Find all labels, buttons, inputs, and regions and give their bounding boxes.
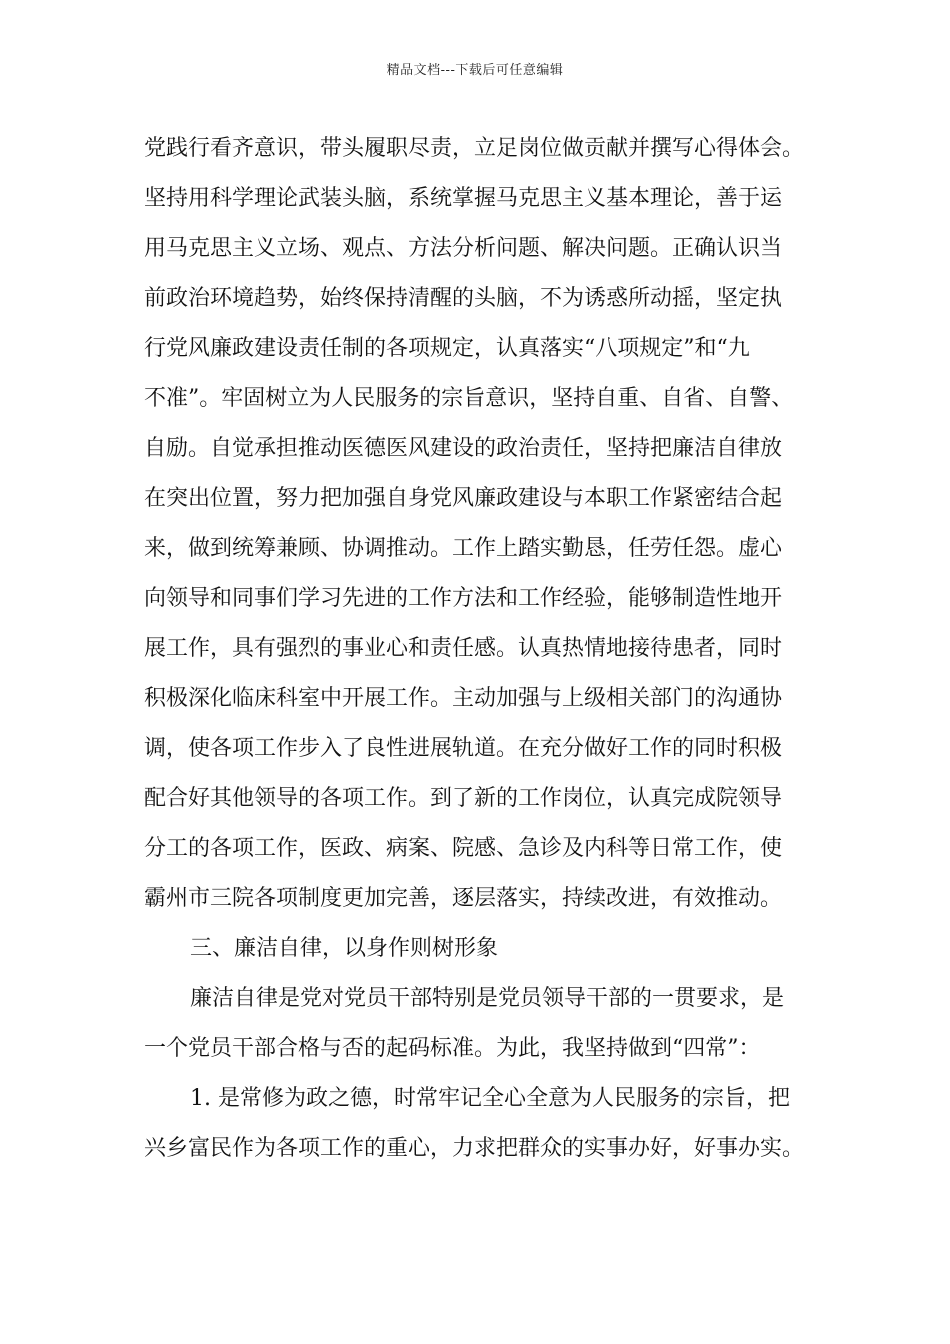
page-header: 精品文档---下载后可任意编辑 xyxy=(386,63,564,78)
section-heading: 三、廉洁自律，以身作则树形象 xyxy=(190,936,499,961)
list-item-line: 1. 是常修为政之德，时常牢记全心全意为人民服务的宗旨，把 xyxy=(190,1086,790,1111)
text-line: 行党风廉政建设责任制的各项规定，认真落实“八项规定”和“九 xyxy=(144,336,750,361)
text-line: 用马克思主义立场、观点、方法分析问题、解决问题。正确认识当 xyxy=(144,236,783,261)
text-line: 党践行看齐意识，带头履职尽责，立足岗位做贡献并撰写心得体会。 xyxy=(144,136,805,161)
text-line: 调，使各项工作步入了良性进展轨道。在充分做好工作的同时积极 xyxy=(144,736,783,761)
paragraph-start-line: 廉洁自律是党对党员干部特别是党员领导干部的一贯要求，是 xyxy=(190,986,785,1011)
text-line: 积极深化临床科室中开展工作。主动加强与上级相关部门的沟通协 xyxy=(144,686,783,711)
text-line: 来，做到统筹兼顾、协调推动。工作上踏实勤恳，任劳任怨。虚心 xyxy=(144,536,783,561)
body-text xyxy=(144,124,814,1174)
text-line: 一个党员干部合格与否的起码标准。为此，我坚持做到“四常”： xyxy=(144,1036,761,1061)
text-line: 展工作，具有强烈的事业心和责任感。认真热情地接待患者，同时 xyxy=(144,636,783,661)
text-line: 在突出位置，努力把加强自身党风廉政建设与本职工作紧密结合起 xyxy=(144,486,783,511)
text-line: 向领导和同事们学习先进的工作方法和工作经验，能够制造性地开 xyxy=(144,586,783,611)
text-line: 不准”。牢固树立为人民服务的宗旨意识，坚持自重、自省、自警、 xyxy=(144,386,794,411)
text-line: 前政治环境趋势，始终保持清醒的头脑，不为诱惑所动摇，坚定执 xyxy=(144,286,783,311)
text-line: 霸州市三院各项制度更加完善，逐层落实，持续改进，有效推动。 xyxy=(144,886,783,911)
text-line: 自励。自觉承担推动医德医风建设的政治责任，坚持把廉洁自律放 xyxy=(144,436,783,461)
text-line: 分工的各项工作，医政、病案、院感、急诊及内科等日常工作，使 xyxy=(144,836,783,861)
text-line: 兴乡富民作为各项工作的重心，力求把群众的实事办好，好事办实。 xyxy=(144,1136,805,1161)
text-line: 坚持用科学理论武装头脑，系统掌握马克思主义基本理论，善于运 xyxy=(144,186,783,211)
text-line: 配合好其他领导的各项工作。到了新的工作岗位，认真完成院领导 xyxy=(144,786,783,811)
